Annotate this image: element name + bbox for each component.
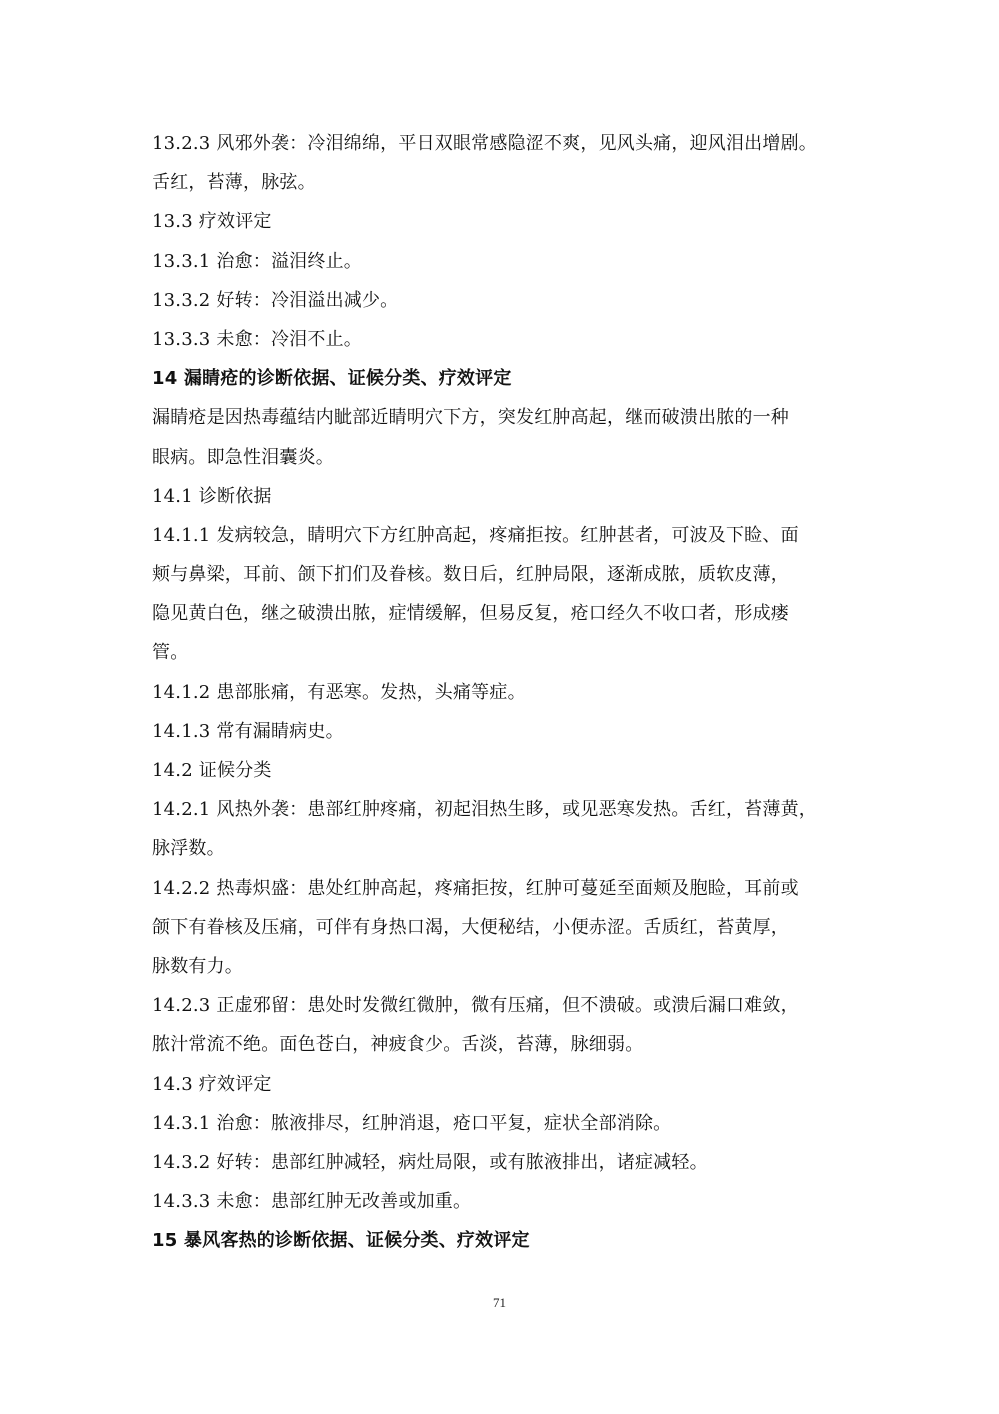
text-line-14-1-2: 14.1.2 患部胀痛，有恶寒。发热，头痛等症。 xyxy=(152,681,526,703)
text-line-14-1-1: 14.1.1 发病较急，睛明穴下方红肿高起，疼痛拒按。红肿甚者，可波及下睑、面 xyxy=(152,524,799,546)
section-heading-15: 15 暴风客热的诊断依据、证候分类、疗效评定 xyxy=(152,1230,530,1252)
page-number: 71 xyxy=(493,1295,506,1310)
paragraph-line: 脓汁常流不绝。面色苍白，神疲食少。舌淡，苔薄，脉细弱。 xyxy=(152,1034,644,1056)
paragraph-line: 漏睛疮是因热毒蕴结内眦部近睛明穴下方，突发红肿高起，继而破溃出脓的一种 xyxy=(152,407,789,429)
subsection-title-14-3: 14.3 疗效评定 xyxy=(152,1073,272,1095)
paragraph-line: 脉浮数。 xyxy=(152,838,225,860)
subsection-title-13-3: 13.3 疗效评定 xyxy=(152,211,272,233)
text-line-14-2-2: 14.2.2 热毒炽盛：患处红肿高起，疼痛拒按，红肿可蔓延至面颊及胞睑，耳前或 xyxy=(152,877,799,899)
text-line-14-3-3: 14.3.3 未愈：患部红肿无改善或加重。 xyxy=(152,1191,472,1213)
text-line-14-2-3: 14.2.3 正虚邪留：患处时发微红微肿，微有压痛，但不溃破。或溃后漏口难敛， xyxy=(152,995,799,1017)
text-line-13-3-3: 13.3.3 未愈：冷泪不止。 xyxy=(152,328,362,350)
text-line-continued: 舌红，苔薄，脉弦。 xyxy=(152,172,316,194)
subsection-title-14-1: 14.1 诊断依据 xyxy=(152,485,272,507)
paragraph-line: 颊与鼻梁，耳前、颌下扪们及眷核。数日后，红肿局限，逐渐成脓，质软皮薄， xyxy=(152,564,789,586)
text-line-13-3-1: 13.3.1 治愈：溢泪终止。 xyxy=(152,250,362,272)
paragraph-line: 眼病。即急性泪囊炎。 xyxy=(152,446,334,468)
text-line-13-3-2: 13.3.2 好转：冷泪溢出减少。 xyxy=(152,289,399,311)
text-line-14-1-3: 14.1.3 常有漏睛病史。 xyxy=(152,720,344,742)
section-heading-14: 14 漏睛疮的诊断依据、证候分类、疗效评定 xyxy=(152,368,512,390)
text-line-14-2-1: 14.2.1 风热外袭：患部红肿疼痛，初起泪热生眵，或见恶寒发热。舌红，苔薄黄， xyxy=(152,799,817,821)
paragraph-line: 脉数有力。 xyxy=(152,955,243,977)
paragraph-line: 颌下有眷核及压痛，可伴有身热口渴，大便秘结，小便赤涩。舌质红，苔黄厚， xyxy=(152,916,789,938)
text-line-14-3-1: 14.3.1 治愈：脓液排尽，红肿消退，疮口平复，症状全部消除。 xyxy=(152,1112,672,1134)
paragraph-line: 隐见黄白色，继之破溃出脓，症情缓解，但易反复，疮口经久不收口者，形成瘘 xyxy=(152,603,789,625)
text-line-14-3-2: 14.3.2 好转：患部红肿减轻，病灶局限，或有脓液排出，诸症减轻。 xyxy=(152,1151,708,1173)
paragraph-line: 管。 xyxy=(152,642,189,664)
subsection-title-14-2: 14.2 证候分类 xyxy=(152,760,272,781)
text-line-13-2-3: 13.2.3 风邪外袭：冷泪绵绵，平日双眼常感隐涩不爽，见风头痛，迎风泪出增剧。 xyxy=(152,133,817,154)
page-body xyxy=(152,124,852,1260)
